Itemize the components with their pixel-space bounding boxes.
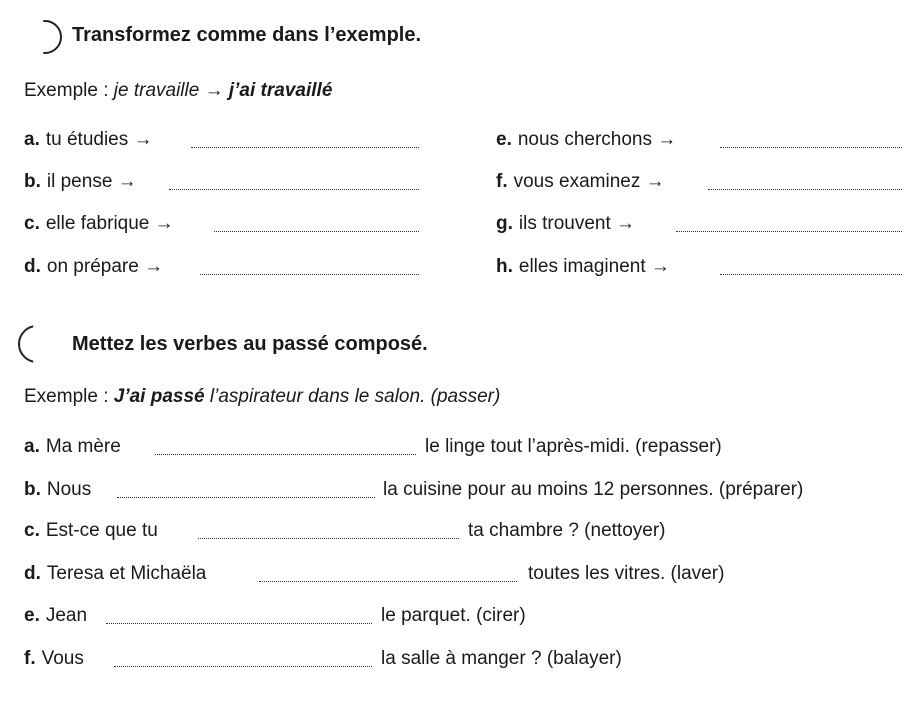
exercise-2-item-c-rest: ta chambre ? (nettoyer) (468, 520, 666, 541)
answer-blank-c[interactable] (214, 231, 419, 232)
answer-blank-f[interactable] (708, 189, 902, 190)
answer-blank-2e[interactable] (106, 623, 372, 624)
answer-blank-a[interactable] (191, 147, 419, 148)
exercise-2-item-e: e. Jean (24, 605, 88, 626)
exercise-1-item-h: h. elles imaginent → (496, 256, 670, 277)
exercise-1-item-c: c. elle fabrique → (24, 213, 174, 234)
exercise-2-item-f-rest: la salle à manger ? (balayer) (381, 648, 622, 669)
answer-blank-2a[interactable] (155, 454, 416, 455)
exercise-1-item-g: g. ils trouvent → (496, 213, 636, 234)
answer-blank-2b[interactable] (117, 497, 375, 498)
example-arrow: → (204, 80, 224, 101)
exercise-1-title: Transformez comme dans l’exemple. (72, 24, 422, 46)
answer-blank-h[interactable] (720, 274, 902, 275)
example-label: Exemple : (24, 386, 114, 407)
answer-blank-e[interactable] (720, 147, 902, 148)
exercise-number-badge (28, 20, 62, 54)
answer-blank-d[interactable] (200, 274, 419, 275)
exercise-2-item-a-rest: le linge tout l’après-midi. (repasser) (425, 436, 722, 457)
exercise-2-item-f: f. Vous (24, 648, 84, 669)
answer-blank-b[interactable] (169, 189, 419, 190)
exercise-2-item-d: d. Teresa et Michaëla (24, 563, 207, 584)
answer-blank-2d[interactable] (259, 581, 517, 582)
exercise-number-badge (18, 325, 56, 363)
example-answer: J’ai passé (113, 386, 205, 407)
answer-blank-g[interactable] (676, 231, 902, 232)
exercise-1-item-d: d. on prépare → (24, 256, 164, 277)
exercise-1-item-b: b. il pense → (24, 171, 137, 192)
exercise-2-example (24, 386, 500, 408)
answer-blank-2c[interactable] (198, 538, 459, 539)
exercise-1-example (24, 80, 332, 102)
exercise-2-item-d-rest: toutes les vitres. (laver) (528, 563, 725, 584)
example-rest: l’aspirateur dans le salon. (passer) (209, 386, 501, 407)
exercise-1-item-a: a. tu étudies → (24, 129, 153, 150)
exercise-2-item-a: a. Ma mère (24, 436, 121, 457)
exercise-1-item-f: f. vous examinez → (496, 171, 665, 192)
exercise-2-title: Mettez les verbes au passé composé. (72, 333, 428, 355)
exercise-1-item-e: e. nous cherchons → (496, 129, 677, 150)
exercise-2-item-b: b. Nous (24, 479, 92, 500)
exercise-2-item-c: c. Est-ce que tu (24, 520, 158, 541)
example-answer: j’ai travaillé (228, 80, 333, 101)
example-label: Exemple : (24, 80, 114, 101)
example-verb: je travaille (113, 80, 200, 101)
exercise-2-item-e-rest: le parquet. (cirer) (381, 605, 526, 626)
exercise-2-item-b-rest: la cuisine pour au moins 12 personnes. (préparer) (383, 479, 804, 500)
answer-blank-2f[interactable] (114, 666, 372, 667)
